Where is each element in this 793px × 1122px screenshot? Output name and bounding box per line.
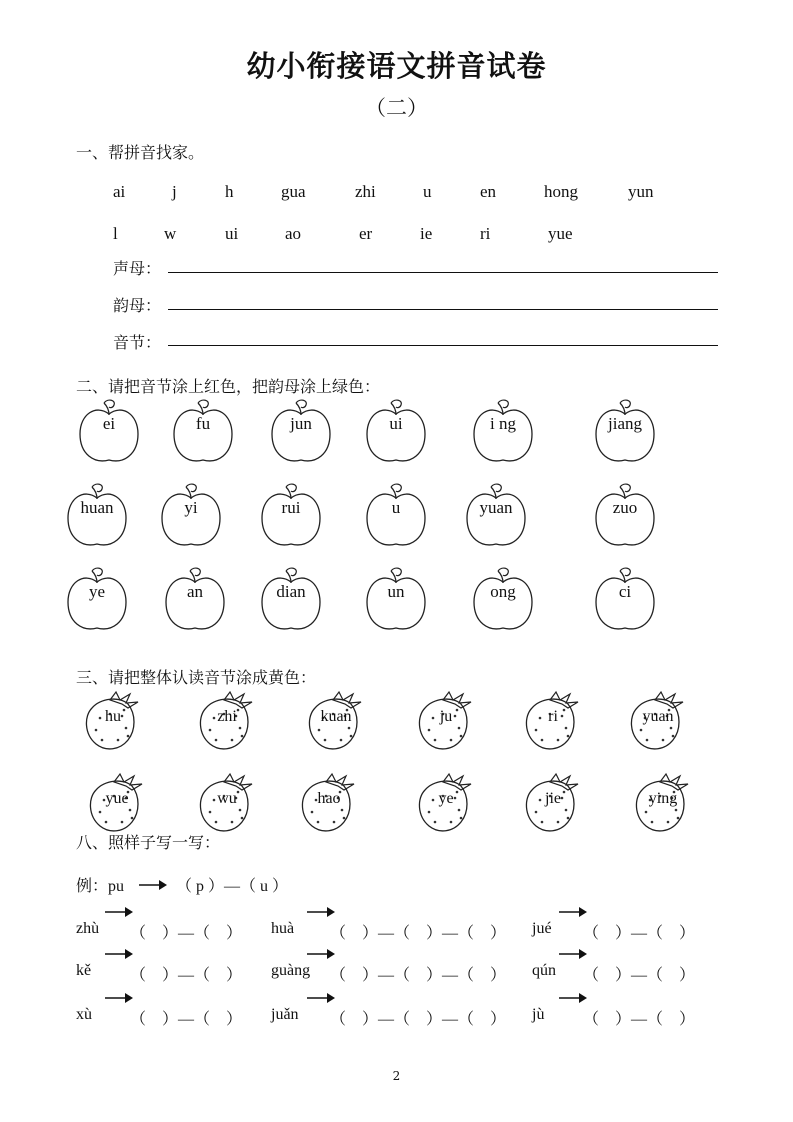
example-answer: （ p ）—（ u ） [176, 878, 289, 895]
apple-label: an [186, 582, 204, 601]
apple-syllable-item[interactable] [258, 566, 330, 638]
apple-syllable-item[interactable] [268, 398, 340, 470]
strawberry-syllable-item[interactable] [84, 772, 154, 834]
apple-icon [463, 482, 535, 554]
yunmu-label: 韵母： [113, 296, 162, 315]
strawberry-label: zhi [217, 708, 237, 725]
apple-icon [76, 398, 148, 470]
exercise-syllable: xù [76, 1006, 92, 1023]
strawberry-syllable-item[interactable] [413, 772, 483, 834]
arrow-right-icon [558, 948, 588, 960]
apple-icon [268, 398, 340, 470]
page-subtitle: （二） [365, 96, 428, 120]
pinyin-item: ao [285, 224, 302, 243]
apple-label: zuo [612, 498, 638, 517]
apple-label: jiang [608, 414, 642, 433]
apple-icon [592, 398, 664, 470]
arrow-right-icon [104, 906, 134, 918]
arrow-right-icon [306, 906, 336, 918]
strawberry-label: ju [439, 708, 453, 725]
strawberry-label: ying [648, 790, 678, 807]
apple-syllable-item[interactable] [162, 566, 234, 638]
apple-syllable-item[interactable] [64, 482, 136, 554]
yinjie-answer-line[interactable] [168, 345, 718, 346]
apple-icon [158, 482, 230, 554]
arrow-right-icon [104, 992, 134, 1004]
exercise-syllable: jù [532, 1006, 545, 1023]
apple-label: i ng [490, 414, 516, 433]
strawberry-syllable-item[interactable] [630, 772, 700, 834]
pinyin-item: j [172, 182, 177, 201]
apple-syllable-item[interactable] [76, 398, 148, 470]
strawberry-syllable-item[interactable] [413, 690, 483, 752]
apple-icon [64, 566, 136, 638]
apple-label: ci [618, 582, 632, 601]
apple-icon [258, 482, 330, 554]
apple-label: yuan [479, 498, 513, 517]
answer-blanks[interactable]: （ ）—（ ）—（ ） [330, 967, 507, 984]
strawberry-syllable-item[interactable] [194, 690, 264, 752]
apple-syllable-item[interactable] [363, 566, 435, 638]
section3-heading: 三、请把整体认读音节涂成黄色： [76, 668, 317, 687]
arrow-right-icon [306, 948, 336, 960]
pinyin-item: w [164, 224, 177, 243]
pinyin-item: er [359, 224, 373, 243]
strawberry-label: hao [317, 790, 341, 807]
strawberry-label: ri [548, 708, 558, 725]
apple-syllable-item[interactable] [363, 398, 435, 470]
strawberry-syllable-item[interactable] [296, 772, 366, 834]
exercise-syllable: kě [76, 962, 92, 979]
exercise-syllable: juǎn [271, 1006, 299, 1023]
pinyin-item: yun [628, 182, 654, 201]
apple-label: ui [389, 414, 403, 433]
arrow-right-icon [558, 992, 588, 1004]
strawberry-label: wu [217, 790, 237, 807]
strawberry-label: yue [105, 790, 129, 807]
answer-blanks[interactable]: （ ）—（ ）—（ ） [330, 925, 507, 942]
answer-blanks[interactable]: （ ）—（ ） [583, 967, 696, 984]
apple-syllable-item[interactable] [592, 566, 664, 638]
apple-syllable-item[interactable] [592, 482, 664, 554]
apple-icon [592, 482, 664, 554]
apple-syllable-item[interactable] [258, 482, 330, 554]
pinyin-item: ui [225, 224, 239, 243]
apple-syllable-item[interactable] [592, 398, 664, 470]
arrow-right-icon [558, 906, 588, 918]
pinyin-item: ai [113, 182, 126, 201]
apple-label: ye [88, 582, 106, 601]
exercise-syllable: huà [271, 920, 295, 937]
apple-icon [64, 482, 136, 554]
apple-label: u [391, 498, 401, 517]
apple-icon [363, 482, 435, 554]
answer-blanks[interactable]: （ ）—（ ） [583, 1011, 696, 1028]
yinjie-label: 音节： [113, 333, 162, 352]
apple-icon [170, 398, 242, 470]
pinyin-item: zhi [355, 182, 376, 201]
apple-icon [258, 566, 330, 638]
strawberry-label: yuan [642, 708, 674, 725]
arrow-right-icon [138, 878, 168, 890]
arrow-right-icon [306, 992, 336, 1004]
pinyin-item: l [113, 224, 118, 243]
section4-heading: 八、照样子写一写： [76, 833, 221, 852]
exercise-syllable: jué [532, 920, 552, 937]
apple-icon [470, 566, 542, 638]
strawberry-syllable-item[interactable] [303, 690, 373, 752]
shengmu-answer-line[interactable] [168, 272, 718, 273]
apple-label: ong [490, 582, 516, 601]
answer-blanks[interactable]: （ ）—（ ） [130, 925, 243, 942]
arrow-right-icon [104, 948, 134, 960]
answer-blanks[interactable]: （ ）—（ ）—（ ） [330, 1011, 507, 1028]
pinyin-item: u [423, 182, 432, 201]
apple-label: dian [276, 582, 306, 601]
strawberry-label: jie [545, 790, 561, 807]
pinyin-item: en [480, 182, 497, 201]
answer-blanks[interactable]: （ ）—（ ） [130, 1011, 243, 1028]
pinyin-item: h [225, 182, 234, 201]
apple-syllable-item[interactable] [170, 398, 242, 470]
apple-syllable-item[interactable] [463, 482, 535, 554]
apple-icon [470, 398, 542, 470]
apple-syllable-item[interactable] [64, 566, 136, 638]
section2-heading: 二、请把音节涂上红色，把韵母涂上绿色： [76, 377, 381, 396]
page-number: 2 [392, 1069, 401, 1083]
strawberry-label: hu [105, 708, 121, 725]
apple-icon [162, 566, 234, 638]
apple-icon [592, 566, 664, 638]
exercise-syllable: zhù [76, 920, 100, 937]
apple-label: fu [195, 414, 211, 433]
apple-syllable-item[interactable] [470, 398, 542, 470]
pinyin-item: ie [420, 224, 433, 243]
apple-label: huan [80, 498, 114, 517]
apple-syllable-item[interactable] [470, 566, 542, 638]
pinyin-item: ri [480, 224, 491, 243]
strawberry-syllable-item[interactable] [80, 690, 150, 752]
apple-syllable-item[interactable] [363, 482, 435, 554]
strawberry-syllable-item[interactable] [625, 690, 695, 752]
strawberry-syllable-item[interactable] [520, 690, 590, 752]
apple-icon [363, 398, 435, 470]
apple-label: jun [290, 414, 312, 433]
apple-label: rui [281, 498, 301, 517]
answer-blanks[interactable]: （ ）—（ ） [130, 967, 243, 984]
exercise-syllable: guàng [271, 962, 311, 979]
strawberry-label: kuan [320, 708, 352, 725]
strawberry-syllable-item[interactable] [194, 772, 264, 834]
apple-label: yi [184, 498, 198, 517]
exercise-syllable: qún [532, 962, 556, 979]
example-label: 例：pu [76, 878, 125, 895]
pinyin-item: gua [281, 182, 306, 201]
apple-syllable-item[interactable] [158, 482, 230, 554]
strawberry-syllable-item[interactable] [520, 772, 590, 834]
page-title: 幼小衔接语文拼音试卷 [246, 49, 547, 83]
yunmu-answer-line[interactable] [168, 309, 718, 310]
apple-icon [363, 566, 435, 638]
strawberry-label: ye [438, 790, 454, 807]
pinyin-item: yue [548, 224, 573, 243]
section1-heading: 一、帮拼音找家。 [76, 143, 205, 162]
answer-blanks[interactable]: （ ）—（ ） [583, 925, 696, 942]
shengmu-label: 声母： [113, 259, 162, 278]
apple-label: ei [102, 414, 116, 433]
pinyin-item: hong [544, 182, 578, 201]
apple-label: un [387, 582, 405, 601]
